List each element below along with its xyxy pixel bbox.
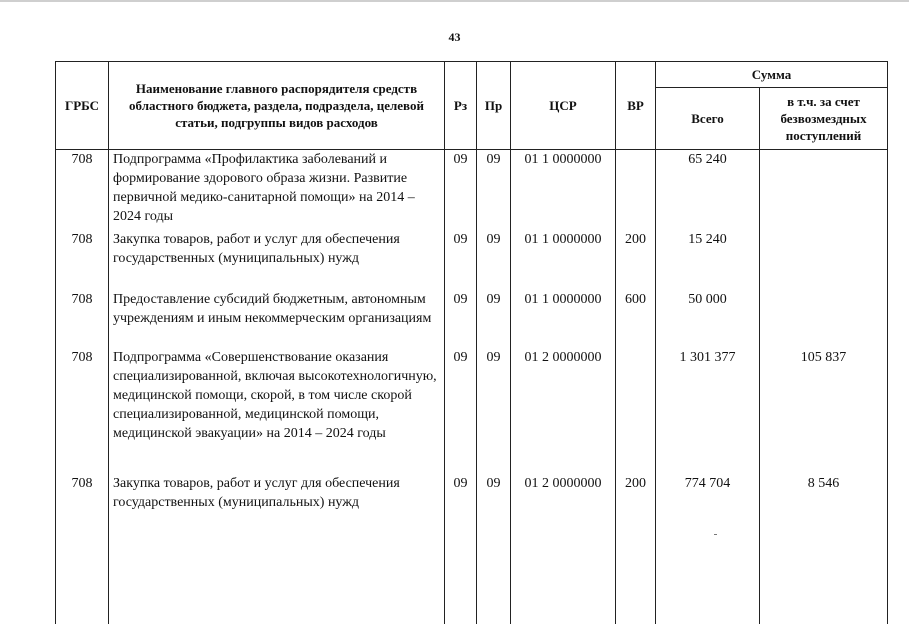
cell-csr: 01 2 0000000	[511, 474, 616, 624]
cell-rz: 09	[445, 150, 477, 231]
cell-pr: 09	[477, 230, 511, 290]
scan-edge-line	[0, 0, 909, 2]
cell-total: 15 240	[656, 230, 760, 290]
cell-total: 50 000	[656, 290, 760, 348]
cell-gratuitous: 105 837	[760, 348, 888, 474]
cell-grbs: 708	[56, 348, 109, 474]
cell-grbs: 708	[56, 290, 109, 348]
cell-gratuitous	[760, 230, 888, 290]
cell-total: 65 240	[656, 150, 760, 231]
header-pr: Пр	[477, 62, 511, 150]
cell-rz: 09	[445, 474, 477, 624]
table-row	[56, 230, 888, 290]
cell-pr: 09	[477, 348, 511, 474]
cell-grbs: 708	[56, 150, 109, 231]
table-row	[56, 150, 888, 231]
cell-gratuitous: 8 546	[760, 474, 888, 624]
cell-name: Подпрограмма «Совершенствование оказания специализированной, включая высокотехнологичную, медицинской помощи, скорой, в том числе скорой специализированной, медицинской помощи, медицинской эвакуации» на 2014 – 2024 годы	[109, 348, 445, 474]
header-csr: ЦСР	[511, 62, 616, 150]
cell-csr: 01 1 0000000	[511, 290, 616, 348]
cell-vr	[616, 150, 656, 231]
cell-grbs: 708	[56, 230, 109, 290]
cell-pr: 09	[477, 150, 511, 231]
budget-table	[55, 61, 888, 624]
cell-rz: 09	[445, 230, 477, 290]
header-grbs: ГРБС	[56, 62, 109, 150]
cell-csr: 01 1 0000000	[511, 150, 616, 231]
table-row	[56, 474, 888, 624]
cell-gratuitous	[760, 150, 888, 231]
cell-name: Закупка товаров, работ и услуг для обеспечения государственных (муниципальных) нужд	[109, 230, 445, 290]
cell-vr: 600	[616, 290, 656, 348]
cell-pr: 09	[477, 290, 511, 348]
cell-csr: 01 2 0000000	[511, 348, 616, 474]
cell-name: Предоставление субсидий бюджетным, автономным учреждениям и иным некоммерческим организациям	[109, 290, 445, 348]
cell-csr: 01 1 0000000	[511, 230, 616, 290]
table-row	[56, 348, 888, 474]
cell-rz: 09	[445, 290, 477, 348]
cell-gratuitous	[760, 290, 888, 348]
cell-name: Закупка товаров, работ и услуг для обеспечения государственных (муниципальных) нужд	[109, 474, 445, 624]
cell-vr	[616, 348, 656, 474]
scan-speck	[714, 534, 717, 535]
cell-total: 1 301 377	[656, 348, 760, 474]
cell-pr: 09	[477, 474, 511, 624]
table-header	[56, 62, 888, 150]
cell-name: Подпрограмма «Профилактика заболеваний и формирование здорового образа жизни. Развитие первичной медико-санитарной помощи» на 2014 – 2024 годы	[109, 150, 445, 231]
header-gratuitous: в т.ч. за счет безвозмездных поступлений	[760, 88, 888, 150]
header-vr: ВР	[616, 62, 656, 150]
page-number: 43	[448, 30, 461, 44]
header-name: Наименование главного распорядителя средств областного бюджета, раздела, подраздела, целевой статьи, подгруппы видов расходов	[109, 62, 445, 150]
table-row	[56, 290, 888, 348]
cell-total: 774 704	[656, 474, 760, 624]
cell-vr: 200	[616, 474, 656, 624]
cell-rz: 09	[445, 348, 477, 474]
table-body	[56, 150, 888, 625]
header-total: Всего	[656, 88, 760, 150]
cell-grbs: 708	[56, 474, 109, 624]
header-rz: Рз	[445, 62, 477, 150]
header-sum: Сумма	[656, 62, 888, 88]
cell-vr: 200	[616, 230, 656, 290]
